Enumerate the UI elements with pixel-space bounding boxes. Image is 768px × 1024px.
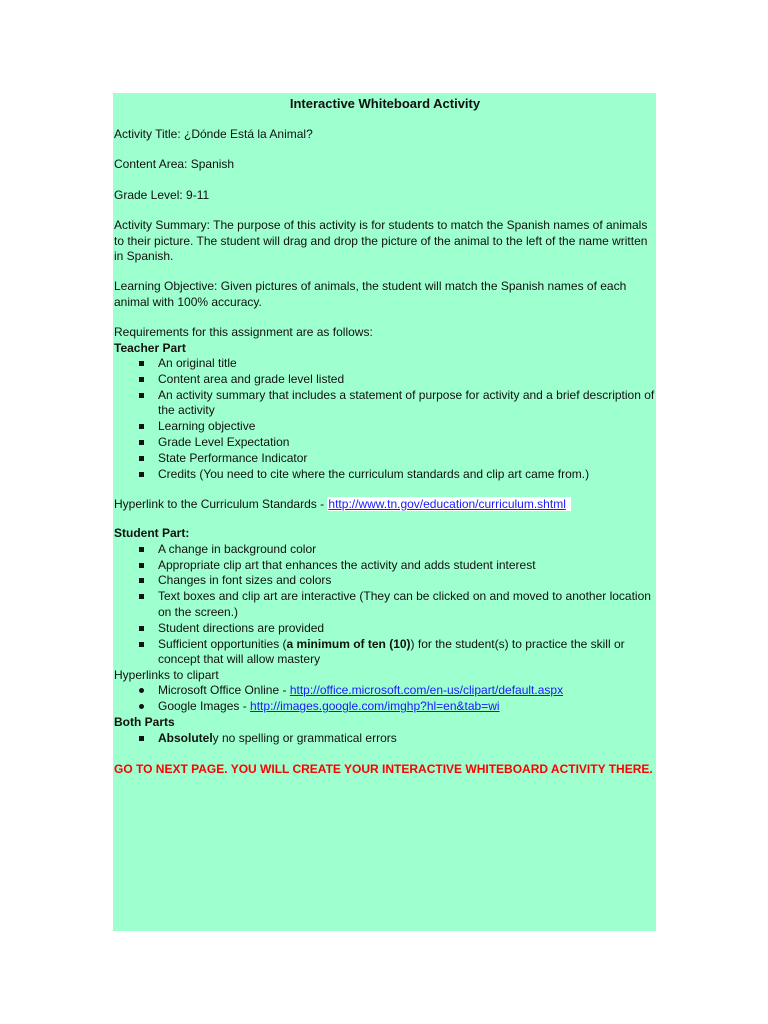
requirements-intro: Requirements for this assignment are as follows: xyxy=(114,325,373,340)
list-item: Google Images - http://images.google.com/imghp?hl=en&tab=wi xyxy=(114,699,656,714)
list-item: A change in background color xyxy=(114,542,656,557)
list-item: Grade Level Expectation xyxy=(114,435,656,450)
list-item: Text boxes and clip art are interactive (They can be clicked on and moved to another location on the screen.) xyxy=(114,589,656,620)
list-item: An original title xyxy=(114,356,656,371)
list-item: Content area and grade level listed xyxy=(114,372,656,387)
student-part-heading: Student Part: xyxy=(114,526,190,541)
both-parts-heading: Both Parts xyxy=(114,715,175,730)
list-item: Credits (You need to cite where the curriculum standards and clip art came from.) xyxy=(114,467,656,482)
curriculum-hyperlink-label: Hyperlink to the Curriculum Standards - xyxy=(114,496,328,511)
teacher-part-heading: Teacher Part xyxy=(114,340,186,355)
list-item: Sufficient opportunities (a minimum of ten (10)) for the student(s) to practice the skill or concept that will allow mastery xyxy=(114,637,656,668)
list-item: Absolutely no spelling or grammatical errors xyxy=(114,731,656,746)
teacher-part-list xyxy=(114,356,656,482)
microsoft-office-clipart-link[interactable]: http://office.microsoft.com/en-us/clipart/default.aspx xyxy=(289,683,564,698)
clipart-links-list xyxy=(114,683,656,714)
content-area: Content Area: Spanish xyxy=(114,157,235,172)
both-parts-list xyxy=(114,731,656,746)
google-images-link[interactable]: http://images.google.com/imghp?hl=en&tab=wi xyxy=(250,699,500,714)
curriculum-standards-link[interactable]: http://www.tn.gov/education/curriculum.shtml xyxy=(328,496,566,511)
next-page-notice: GO TO NEXT PAGE. YOU WILL CREATE YOUR INTERACTIVE WHITEBOARD ACTIVITY THERE. xyxy=(114,761,653,776)
list-item: State Performance Indicator xyxy=(114,451,656,466)
list-item: Changes in font sizes and colors xyxy=(114,573,656,588)
activity-panel xyxy=(113,93,656,931)
student-part-list xyxy=(114,542,656,668)
list-item: An activity summary that includes a statement of purpose for activity and a brief description of the activity xyxy=(114,388,656,419)
page-title: Interactive Whiteboard Activity xyxy=(289,96,481,111)
list-item: Learning objective xyxy=(114,419,656,434)
learning-objective: Learning Objective: Given pictures of animals, the student will match the Spanish names of each animal with 100% accuracy. xyxy=(114,279,627,309)
list-item: Appropriate clip art that enhances the activity and adds student interest xyxy=(114,558,656,573)
curriculum-hyperlink-line xyxy=(114,497,656,512)
clipart-heading: Hyperlinks to clipart xyxy=(114,667,219,682)
list-item: Microsoft Office Online - http://office.microsoft.com/en-us/clipart/default.aspx xyxy=(114,683,656,698)
grade-level: Grade Level: 9-11 xyxy=(114,187,210,202)
activity-summary: Activity Summary: The purpose of this activity is for students to match the Spanish names of animals to their picture. The student will drag and drop the picture of the animal to the left of the name written in Spanish. xyxy=(114,218,648,264)
list-item: Student directions are provided xyxy=(114,621,656,636)
activity-title: Activity Title: ¿Dónde Está la Animal? xyxy=(114,127,313,141)
